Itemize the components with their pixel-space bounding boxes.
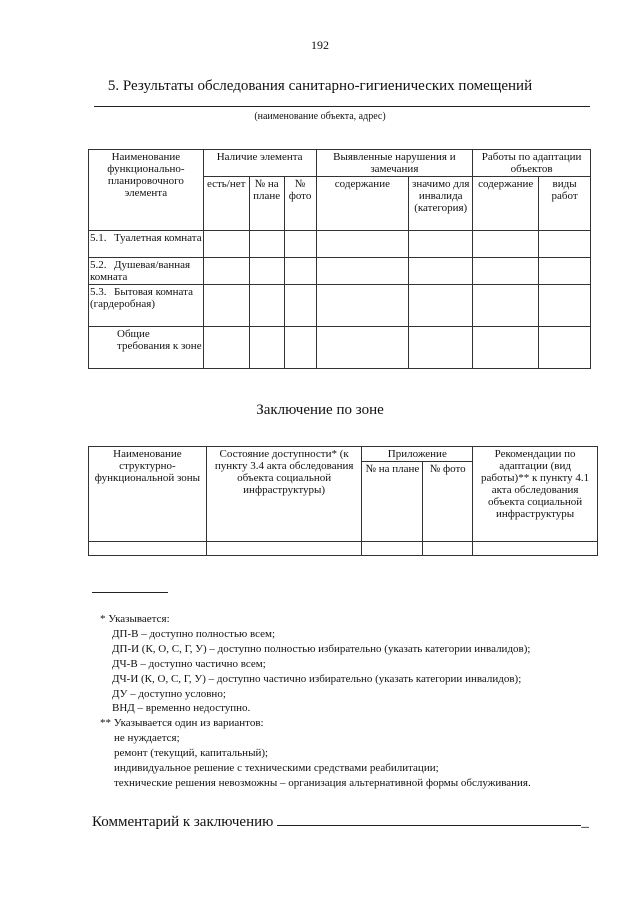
footnote-item: ДП-В – доступно полностью всем; [112, 627, 275, 640]
header-works: Работы по адаптации объектов [473, 150, 591, 177]
row-label: Общие требования к зоне [89, 327, 204, 369]
footnote-item: технические решения невозможны – организация альтернативной формы обслуживания. [114, 776, 531, 789]
zone-conclusion-title: Заключение по зоне [256, 402, 384, 418]
comment-section [92, 811, 589, 831]
header-photo-number: № фото [284, 177, 316, 231]
object-name-line [94, 106, 590, 107]
header-work-content: содержание [473, 177, 539, 231]
footnote-1-title: * Указывается: [100, 613, 170, 625]
table-row [89, 542, 598, 556]
sanitary-rooms-table [88, 149, 591, 369]
header-violations: Выявленные нарушения и замечания [316, 150, 473, 177]
page-number: 192 [311, 38, 329, 52]
header-plan-number: № на плане [362, 462, 423, 542]
header-significance: значимо для инвалида (категория) [409, 177, 473, 231]
table-row [89, 327, 591, 369]
header-exists: есть/нет [203, 177, 249, 231]
footnote-2-title: ** Указывается один из вариантов: [100, 717, 264, 730]
object-caption: (наименование объекта, адрес) [254, 111, 386, 122]
header-recommendations: Рекомендации по адаптации (вид работы)** к пункту 4.1 акта обследования объекта социальной инфраструктуры [473, 447, 598, 542]
footnote-item: ВНД – временно недоступно. [112, 702, 251, 715]
footnote-item: ДЧ-В – доступно частично всем; [112, 657, 266, 670]
row-label: 5.2. Душевая/ванная комната [89, 258, 204, 285]
footnotes [100, 612, 531, 791]
table-row [89, 258, 591, 285]
header-presence: Наличие элемента [203, 150, 316, 177]
footnote-item: ДП-И (К, О, С, Г, У) – доступно полностью избирательно (указать категории инвалидов); [112, 642, 531, 655]
header-photo-number: № фото [423, 462, 473, 542]
header-element-name: Наименование функционально-планировочного элемента [89, 150, 204, 231]
header-violation-content: содержание [316, 177, 409, 231]
row-label: 5.3. Бытовая комната (гардеробная) [89, 285, 204, 327]
header-work-types: виды работ [539, 177, 591, 231]
header-zone-name: Наименование структурно-функциональной зоны [89, 447, 207, 542]
footnote-item: не нуждается; [114, 732, 180, 745]
comment-input-line[interactable] [277, 811, 581, 826]
zone-conclusion-table [88, 446, 598, 556]
footnote-item: ДУ – доступно условно; [112, 687, 226, 700]
header-accessibility: Состояние доступности* (к пункту 3.4 акта обследования объекта социальной инфраструктуры) [206, 447, 362, 542]
section-title: 5. Результаты обследования санитарно-гигиенических помещений [107, 78, 533, 94]
footnote-separator [92, 592, 168, 593]
table-row [89, 285, 591, 327]
footnote-item: индивидуальное решение с техническими средствами реабилитации; [114, 762, 439, 775]
row-label: 5.1. Туалетная комната [89, 231, 204, 258]
comment-tail: _ [581, 814, 589, 830]
footnote-item: ремонт (текущий, капитальный); [114, 747, 269, 760]
header-plan-number: № на плане [249, 177, 284, 231]
footnote-item: ДЧ-И (К, О, С, Г, У) – доступно частично избирательно (указать категории инвалидов); [112, 672, 522, 685]
comment-label: Комментарий к заключению [92, 814, 274, 830]
header-appendix: Приложение [362, 447, 473, 462]
table-row [89, 231, 591, 258]
